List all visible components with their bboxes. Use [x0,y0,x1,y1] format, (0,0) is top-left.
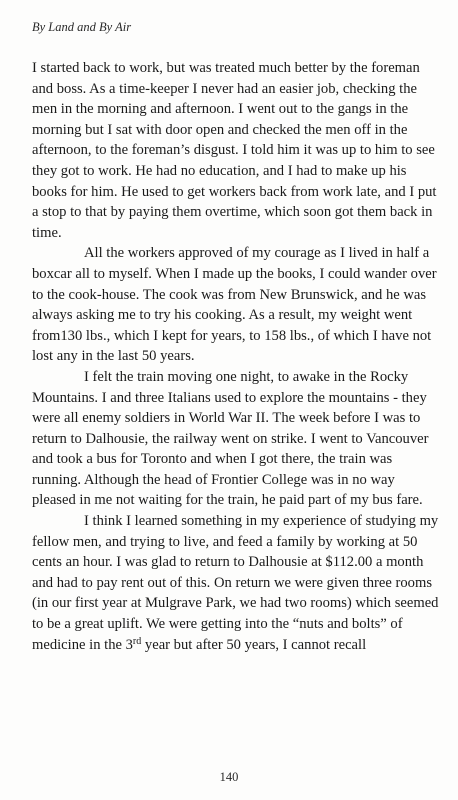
paragraph-4-text: I think I learned something in my experience of studying my fellow men, and trying to live, and feed a family by working at 50 cents an hour. I was glad to return to Dalhousie at $112.00 a month and had to pay rent out of this. On return we were given three rooms (in our first year at Mulgrave Park, we had two rooms) which seemed to be a great uplift. We were getting into the “nuts and bolts” of medicine in the 3 [32,513,439,653]
running-head: By Land and By Air [32,20,132,34]
paragraph-4 [32,511,440,655]
paragraph-1: I started back to work, but was treated much better by the foreman and boss. As a time-keeper I never had an easier job, checking the men in the morning and afternoon. I went out to the gangs in the morning but I sat with door open and checked the men off in the afternoon, to the foreman’s disgust. I told him it was up to him to see they got to work. He had no education, and I had to make up his books for him. He used to get workers back from work late, and I put a stop to that by paying them overtime, which soon got them back in time. [32,60,437,241]
body-text [32,58,440,655]
paragraph-3: I felt the train moving one night, to awake in the Rocky Mountains. I and three Italians used to explore the mountains - they were all enemy soldiers in World War II. The week before I was to return to Dalhousie, the railway went on strike. I went to Vancouver and took a bus for Toronto and when I got there, the train was running. Although the head of Frontier College was in no way pleased in me not waiting for the train, he paid part of my bus fare. [32,368,429,509]
page-number: 140 [219,770,239,784]
ordinal-superscript: rd [132,635,142,647]
paragraph-4-text-end: year but after 50 years, I cannot recall [141,636,367,653]
paragraph-2: All the workers approved of my courage as I lived in half a boxcar all to myself. When I made up the books, I could wander over to the cook-house. The cook was from New Brunswick, and he was always asking me to try his cooking. As a result, my weight went from130 lbs., which I kept for years, to 158 lbs., of which I have not lost any in the last 50 years. [32,245,437,365]
